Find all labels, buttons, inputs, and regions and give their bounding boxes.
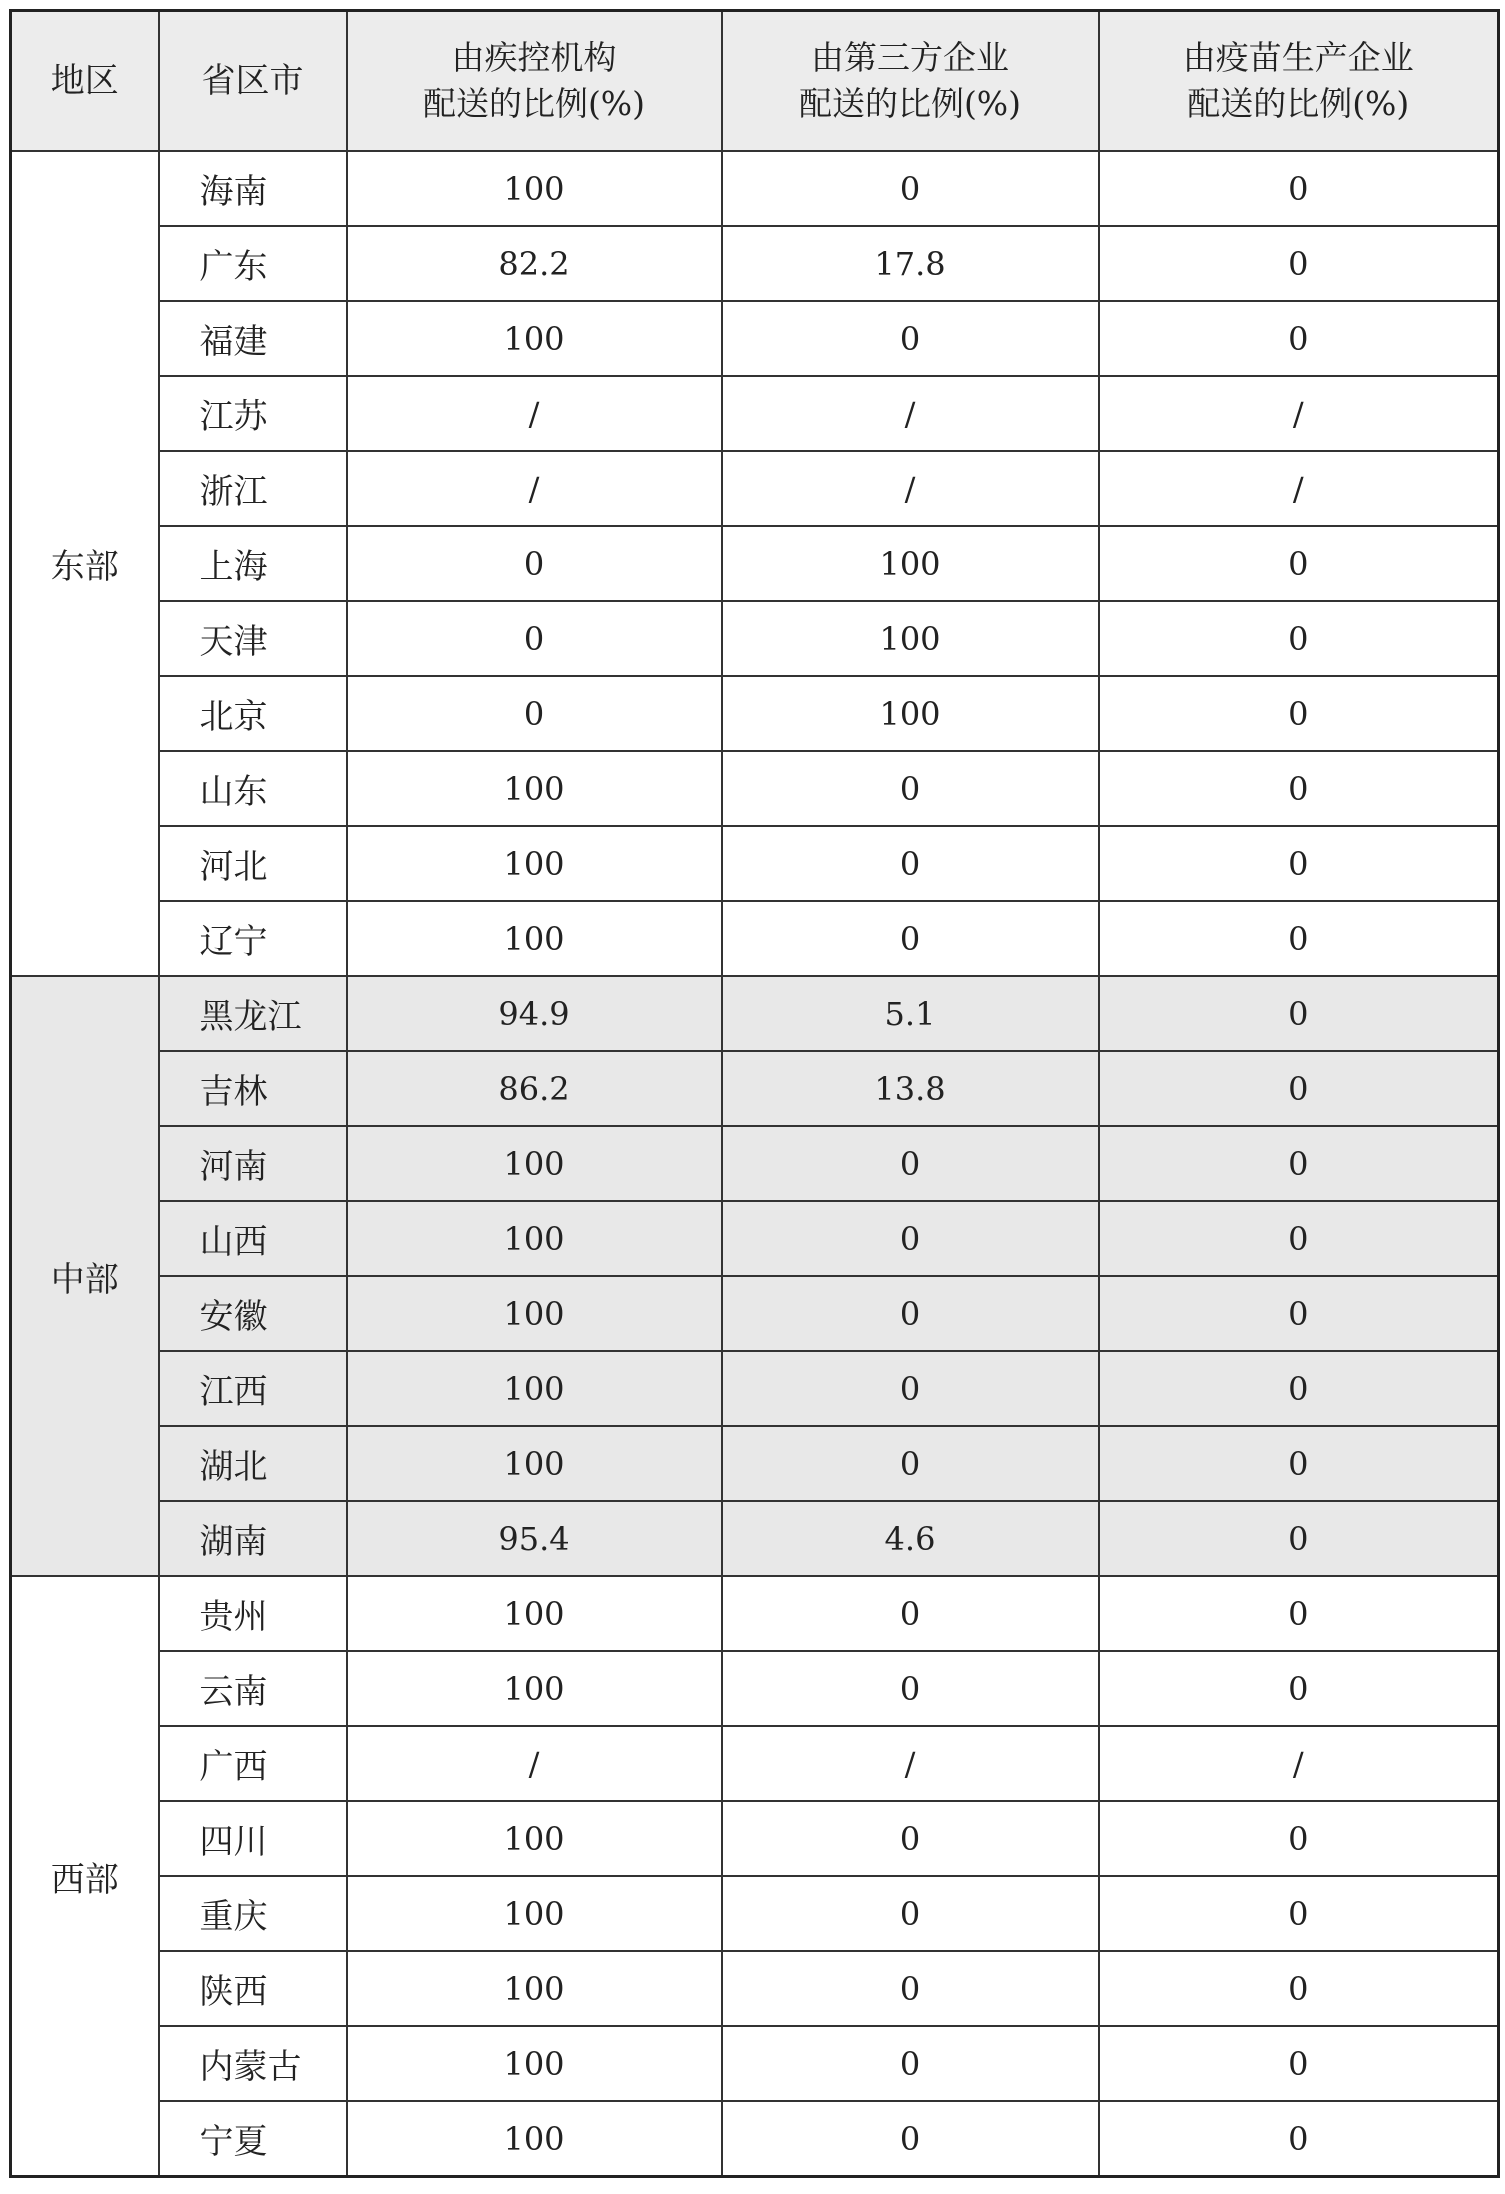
- table-row: [11, 1501, 1499, 1576]
- third-party-ratio-cell: 0: [722, 1651, 1099, 1726]
- manufacturer-ratio-cell: 0: [1099, 1201, 1499, 1276]
- third-party-ratio-cell: 100: [722, 601, 1099, 676]
- province-cell: 湖北: [159, 1426, 347, 1501]
- cdc-ratio-cell: /: [347, 451, 722, 526]
- header-third-party-line-2: 配送的比例(%): [798, 84, 1022, 123]
- third-party-ratio-cell: 0: [722, 1126, 1099, 1201]
- region-cell: 东部: [11, 151, 159, 976]
- province-cell: 河南: [159, 1126, 347, 1201]
- cdc-ratio-cell: 100: [347, 2101, 722, 2177]
- vaccine-distribution-table: [9, 9, 1500, 2178]
- table-row: [11, 151, 1499, 226]
- table-row: [11, 1426, 1499, 1501]
- header-third-party: [722, 11, 1099, 152]
- table-row: [11, 2026, 1499, 2101]
- province-cell: 河北: [159, 826, 347, 901]
- table-row: [11, 976, 1499, 1051]
- manufacturer-ratio-cell: 0: [1099, 526, 1499, 601]
- province-cell: 四川: [159, 1801, 347, 1876]
- third-party-ratio-cell: 0: [722, 1201, 1099, 1276]
- manufacturer-ratio-cell: 0: [1099, 601, 1499, 676]
- manufacturer-ratio-cell: 0: [1099, 1051, 1499, 1126]
- province-cell: 陕西: [159, 1951, 347, 2026]
- province-cell: 云南: [159, 1651, 347, 1726]
- manufacturer-ratio-cell: 0: [1099, 1276, 1499, 1351]
- province-cell: 上海: [159, 526, 347, 601]
- province-cell: 宁夏: [159, 2101, 347, 2177]
- province-cell: 湖南: [159, 1501, 347, 1576]
- manufacturer-ratio-cell: 0: [1099, 1351, 1499, 1426]
- table-row: [11, 301, 1499, 376]
- manufacturer-ratio-cell: 0: [1099, 826, 1499, 901]
- manufacturer-ratio-cell: 0: [1099, 1801, 1499, 1876]
- third-party-ratio-cell: 0: [722, 901, 1099, 976]
- manufacturer-ratio-cell: 0: [1099, 676, 1499, 751]
- cdc-ratio-cell: 100: [347, 2026, 722, 2101]
- province-cell: 辽宁: [159, 901, 347, 976]
- cdc-ratio-cell: 100: [347, 1276, 722, 1351]
- header-manufacturer-line-1: 由疫苗生产企业: [1182, 38, 1414, 77]
- manufacturer-ratio-cell: 0: [1099, 1426, 1499, 1501]
- province-cell: 广东: [159, 226, 347, 301]
- table-row: [11, 1651, 1499, 1726]
- cdc-ratio-cell: 100: [347, 1651, 722, 1726]
- cdc-ratio-cell: 86.2: [347, 1051, 722, 1126]
- table-row: [11, 1801, 1499, 1876]
- third-party-ratio-cell: 0: [722, 1951, 1099, 2026]
- province-cell: 山西: [159, 1201, 347, 1276]
- province-cell: 黑龙江: [159, 976, 347, 1051]
- manufacturer-ratio-cell: 0: [1099, 1576, 1499, 1651]
- cdc-ratio-cell: 0: [347, 676, 722, 751]
- manufacturer-ratio-cell: 0: [1099, 2026, 1499, 2101]
- manufacturer-ratio-cell: 0: [1099, 751, 1499, 826]
- manufacturer-ratio-cell: 0: [1099, 1651, 1499, 1726]
- header-cdc-line-1: 由疾控机构: [451, 38, 617, 77]
- region-cell: 西部: [11, 1576, 159, 2177]
- cdc-ratio-cell: 100: [347, 901, 722, 976]
- table-row: [11, 526, 1499, 601]
- header-region: 地区: [11, 11, 159, 152]
- third-party-ratio-cell: 0: [722, 2026, 1099, 2101]
- cdc-ratio-cell: 0: [347, 601, 722, 676]
- cdc-ratio-cell: 100: [347, 1576, 722, 1651]
- table-row: [11, 601, 1499, 676]
- cdc-ratio-cell: 100: [347, 1126, 722, 1201]
- province-cell: 广西: [159, 1726, 347, 1801]
- header-row: [11, 11, 1499, 152]
- third-party-ratio-cell: 4.6: [722, 1501, 1099, 1576]
- third-party-ratio-cell: 0: [722, 1576, 1099, 1651]
- third-party-ratio-cell: /: [722, 451, 1099, 526]
- cdc-ratio-cell: /: [347, 1726, 722, 1801]
- manufacturer-ratio-cell: 0: [1099, 976, 1499, 1051]
- header-cdc: [347, 11, 722, 152]
- table-row: [11, 751, 1499, 826]
- cdc-ratio-cell: 100: [347, 1951, 722, 2026]
- cdc-ratio-cell: 100: [347, 151, 722, 226]
- manufacturer-ratio-cell: 0: [1099, 901, 1499, 976]
- third-party-ratio-cell: /: [722, 376, 1099, 451]
- third-party-ratio-cell: 0: [722, 751, 1099, 826]
- header-cdc-line-2: 配送的比例(%): [422, 84, 646, 123]
- manufacturer-ratio-cell: /: [1099, 376, 1499, 451]
- third-party-ratio-cell: 100: [722, 676, 1099, 751]
- cdc-ratio-cell: 100: [347, 1351, 722, 1426]
- province-cell: 安徽: [159, 1276, 347, 1351]
- table-row: [11, 1876, 1499, 1951]
- table-row: [11, 226, 1499, 301]
- province-cell: 浙江: [159, 451, 347, 526]
- header-manufacturer: [1099, 11, 1499, 152]
- cdc-ratio-cell: /: [347, 376, 722, 451]
- cdc-ratio-cell: 100: [347, 1876, 722, 1951]
- province-cell: 贵州: [159, 1576, 347, 1651]
- cdc-ratio-cell: 82.2: [347, 226, 722, 301]
- cdc-ratio-cell: 100: [347, 1201, 722, 1276]
- manufacturer-ratio-cell: 0: [1099, 151, 1499, 226]
- third-party-ratio-cell: 0: [722, 2101, 1099, 2177]
- third-party-ratio-cell: 0: [722, 1801, 1099, 1876]
- table-row: [11, 2101, 1499, 2177]
- manufacturer-ratio-cell: 0: [1099, 2101, 1499, 2177]
- province-cell: 天津: [159, 601, 347, 676]
- third-party-ratio-cell: 5.1: [722, 976, 1099, 1051]
- manufacturer-ratio-cell: 0: [1099, 301, 1499, 376]
- cdc-ratio-cell: 94.9: [347, 976, 722, 1051]
- header-province: 省区市: [159, 11, 347, 152]
- third-party-ratio-cell: 100: [722, 526, 1099, 601]
- third-party-ratio-cell: 0: [722, 301, 1099, 376]
- third-party-ratio-cell: 0: [722, 1876, 1099, 1951]
- province-cell: 重庆: [159, 1876, 347, 1951]
- table-row: [11, 376, 1499, 451]
- third-party-ratio-cell: 0: [722, 1276, 1099, 1351]
- table-row: [11, 1726, 1499, 1801]
- table-row: [11, 901, 1499, 976]
- cdc-ratio-cell: 100: [347, 1426, 722, 1501]
- third-party-ratio-cell: 0: [722, 1351, 1099, 1426]
- province-cell: 内蒙古: [159, 2026, 347, 2101]
- province-cell: 北京: [159, 676, 347, 751]
- table-row: [11, 826, 1499, 901]
- cdc-ratio-cell: 0: [347, 526, 722, 601]
- manufacturer-ratio-cell: /: [1099, 451, 1499, 526]
- manufacturer-ratio-cell: 0: [1099, 1876, 1499, 1951]
- region-cell: 中部: [11, 976, 159, 1576]
- province-cell: 吉林: [159, 1051, 347, 1126]
- header-manufacturer-line-2: 配送的比例(%): [1187, 84, 1410, 123]
- cdc-ratio-cell: 100: [347, 1801, 722, 1876]
- table-row: [11, 1201, 1499, 1276]
- province-cell: 海南: [159, 151, 347, 226]
- table-row: [11, 1051, 1499, 1126]
- manufacturer-ratio-cell: 0: [1099, 1501, 1499, 1576]
- manufacturer-ratio-cell: 0: [1099, 1126, 1499, 1201]
- manufacturer-ratio-cell: /: [1099, 1726, 1499, 1801]
- table-row: [11, 1351, 1499, 1426]
- table-body: [11, 151, 1499, 2177]
- third-party-ratio-cell: 13.8: [722, 1051, 1099, 1126]
- third-party-ratio-cell: 17.8: [722, 226, 1099, 301]
- province-cell: 江西: [159, 1351, 347, 1426]
- table-row: [11, 676, 1499, 751]
- province-cell: 福建: [159, 301, 347, 376]
- table-row: [11, 1126, 1499, 1201]
- header-third-party-line-1: 由第三方企业: [811, 38, 1009, 77]
- manufacturer-ratio-cell: 0: [1099, 1951, 1499, 2026]
- cdc-ratio-cell: 100: [347, 751, 722, 826]
- table-row: [11, 1951, 1499, 2026]
- third-party-ratio-cell: 0: [722, 1426, 1099, 1501]
- table-row: [11, 1276, 1499, 1351]
- third-party-ratio-cell: 0: [722, 826, 1099, 901]
- cdc-ratio-cell: 100: [347, 301, 722, 376]
- manufacturer-ratio-cell: 0: [1099, 226, 1499, 301]
- cdc-ratio-cell: 95.4: [347, 1501, 722, 1576]
- third-party-ratio-cell: /: [722, 1726, 1099, 1801]
- province-cell: 江苏: [159, 376, 347, 451]
- table-row: [11, 451, 1499, 526]
- cdc-ratio-cell: 100: [347, 826, 722, 901]
- table-row: [11, 1576, 1499, 1651]
- province-cell: 山东: [159, 751, 347, 826]
- third-party-ratio-cell: 0: [722, 151, 1099, 226]
